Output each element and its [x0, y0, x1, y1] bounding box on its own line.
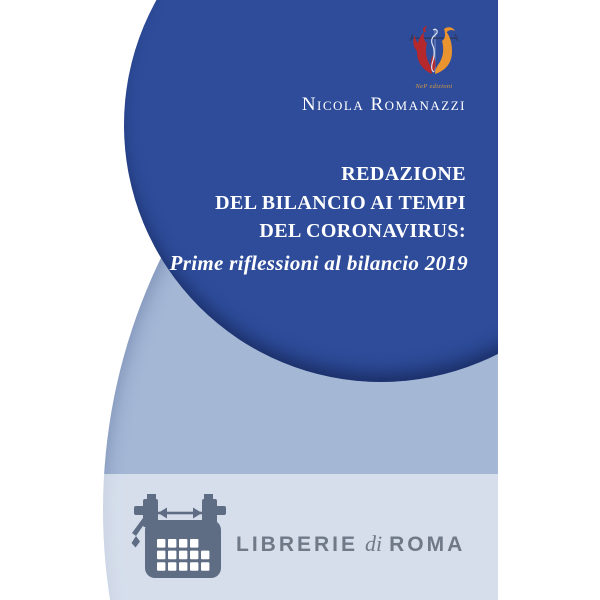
typewriter-icon — [127, 486, 233, 590]
publisher-name: NeP edizioni — [415, 83, 453, 90]
title-line-3: DEL CORONAVIRUS: — [259, 220, 466, 242]
title-line-1: REDAZIONE — [341, 163, 466, 185]
watermark-roma: ROMA — [389, 533, 466, 556]
publisher-logo — [400, 26, 468, 90]
book-title — [215, 160, 466, 246]
title-line-2: DEL BILANCIO AI TEMPI — [215, 191, 466, 214]
lyre-flame-icon — [402, 26, 466, 76]
watermark-text — [236, 531, 465, 557]
watermark-librerie: LIBRERIE — [236, 533, 359, 556]
author-name: Nicola Romanazzi — [301, 94, 466, 115]
book-subtitle: Prime riflessioni al bilancio 2019 — [169, 251, 468, 275]
watermark-di: di — [365, 531, 383, 556]
